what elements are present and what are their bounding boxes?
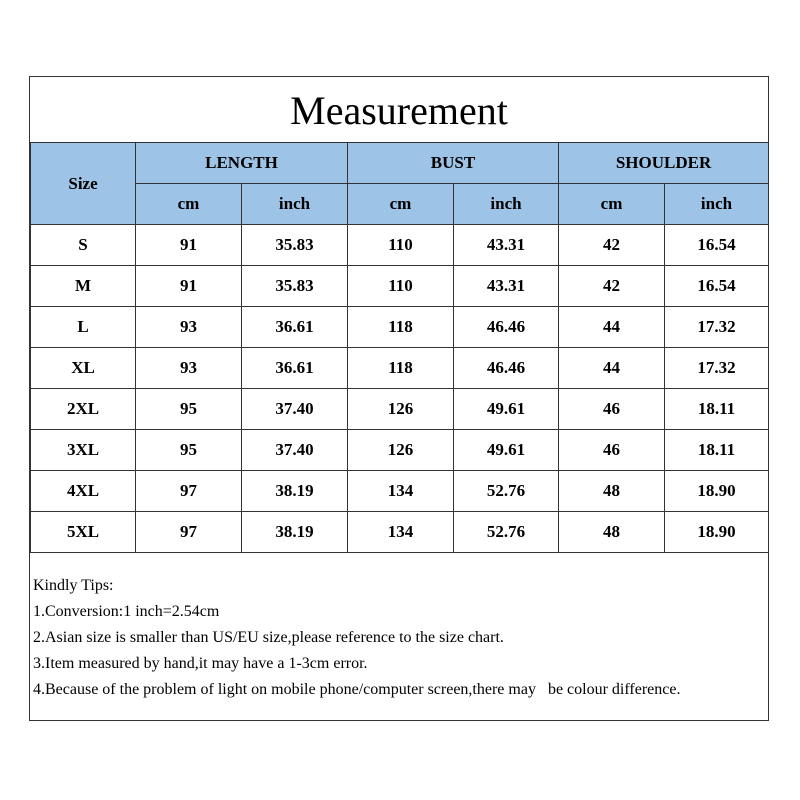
- table-row: [31, 307, 769, 348]
- unit-header: inch: [454, 184, 559, 225]
- measurement-cell: 91: [136, 266, 242, 307]
- measurement-cell: 97: [136, 471, 242, 512]
- size-label-cell: M: [31, 266, 136, 307]
- size-label-cell: S: [31, 225, 136, 266]
- measurement-cell: 38.19: [242, 512, 348, 553]
- measurement-cell: 43.31: [454, 266, 559, 307]
- tip-item: 4.Because of the problem of light on mobile phone/computer screen,there may be colour difference.: [33, 681, 681, 698]
- size-label-cell: 3XL: [31, 430, 136, 471]
- measurement-cell: 43.31: [454, 225, 559, 266]
- table-row: [31, 430, 769, 471]
- measurement-cell: 95: [136, 389, 242, 430]
- tips-heading: Kindly Tips:: [33, 577, 114, 594]
- measurement-cell: 52.76: [454, 512, 559, 553]
- size-label-cell: XL: [31, 348, 136, 389]
- measurement-cell: 36.61: [242, 348, 348, 389]
- measurement-cell: 44: [559, 307, 665, 348]
- size-label-cell: 5XL: [31, 512, 136, 553]
- header-bust: BUST: [348, 143, 559, 184]
- measurement-cell: 49.61: [454, 430, 559, 471]
- measurement-cell: 46: [559, 389, 665, 430]
- unit-header: inch: [665, 184, 769, 225]
- unit-header: cm: [559, 184, 665, 225]
- measurement-cell: 52.76: [454, 471, 559, 512]
- measurement-cell: 17.32: [665, 348, 769, 389]
- measurement-cell: 93: [136, 307, 242, 348]
- measurement-cell: 18.11: [665, 389, 769, 430]
- size-label-cell: 4XL: [31, 471, 136, 512]
- measurement-cell: 97: [136, 512, 242, 553]
- measurement-cell: 46: [559, 430, 665, 471]
- tip-item: 1.Conversion:1 inch=2.54cm: [33, 603, 220, 620]
- size-table-body: [31, 225, 769, 553]
- measurement-cell: 134: [348, 512, 454, 553]
- table-row: [31, 348, 769, 389]
- measurement-cell: 42: [559, 225, 665, 266]
- header-size: Size: [31, 143, 136, 225]
- table-row: [31, 471, 769, 512]
- measurement-cell: 134: [348, 471, 454, 512]
- measurement-cell: 18.11: [665, 430, 769, 471]
- tip-item: 2.Asian size is smaller than US/EU size,please reference to the size chart.: [33, 629, 504, 646]
- measurement-cell: 91: [136, 225, 242, 266]
- measurement-cell: 46.46: [454, 307, 559, 348]
- measurement-cell: 42: [559, 266, 665, 307]
- size-chart: [29, 76, 769, 721]
- table-row: [31, 266, 769, 307]
- measurement-cell: 118: [348, 348, 454, 389]
- header-row-groups: [31, 143, 769, 184]
- table-row: [31, 512, 769, 553]
- header-row-units: [31, 184, 769, 225]
- measurement-cell: 37.40: [242, 389, 348, 430]
- page-title: Measurement: [30, 77, 768, 143]
- header-length: LENGTH: [136, 143, 348, 184]
- measurement-cell: 35.83: [242, 266, 348, 307]
- unit-header: inch: [242, 184, 348, 225]
- measurement-cell: 48: [559, 512, 665, 553]
- header-shoulder: SHOULDER: [559, 143, 769, 184]
- measurement-cell: 118: [348, 307, 454, 348]
- measurement-cell: 110: [348, 266, 454, 307]
- tip-item: 3.Item measured by hand,it may have a 1-3cm error.: [33, 655, 368, 672]
- measurement-cell: 18.90: [665, 512, 769, 553]
- size-table: [30, 142, 769, 553]
- measurement-cell: 126: [348, 389, 454, 430]
- size-label-cell: L: [31, 307, 136, 348]
- measurement-cell: 16.54: [665, 225, 769, 266]
- measurement-cell: 126: [348, 430, 454, 471]
- table-row: [31, 389, 769, 430]
- measurement-cell: 38.19: [242, 471, 348, 512]
- measurement-cell: 110: [348, 225, 454, 266]
- size-label-cell: 2XL: [31, 389, 136, 430]
- unit-header: cm: [136, 184, 242, 225]
- measurement-cell: 16.54: [665, 266, 769, 307]
- measurement-cell: 18.90: [665, 471, 769, 512]
- measurement-cell: 95: [136, 430, 242, 471]
- measurement-cell: 35.83: [242, 225, 348, 266]
- measurement-cell: 36.61: [242, 307, 348, 348]
- measurement-cell: 44: [559, 348, 665, 389]
- measurement-cell: 48: [559, 471, 665, 512]
- measurement-cell: 49.61: [454, 389, 559, 430]
- tips-section: [33, 573, 680, 703]
- measurement-cell: 17.32: [665, 307, 769, 348]
- measurement-cell: 93: [136, 348, 242, 389]
- unit-header: cm: [348, 184, 454, 225]
- measurement-cell: 37.40: [242, 430, 348, 471]
- measurement-cell: 46.46: [454, 348, 559, 389]
- table-row: [31, 225, 769, 266]
